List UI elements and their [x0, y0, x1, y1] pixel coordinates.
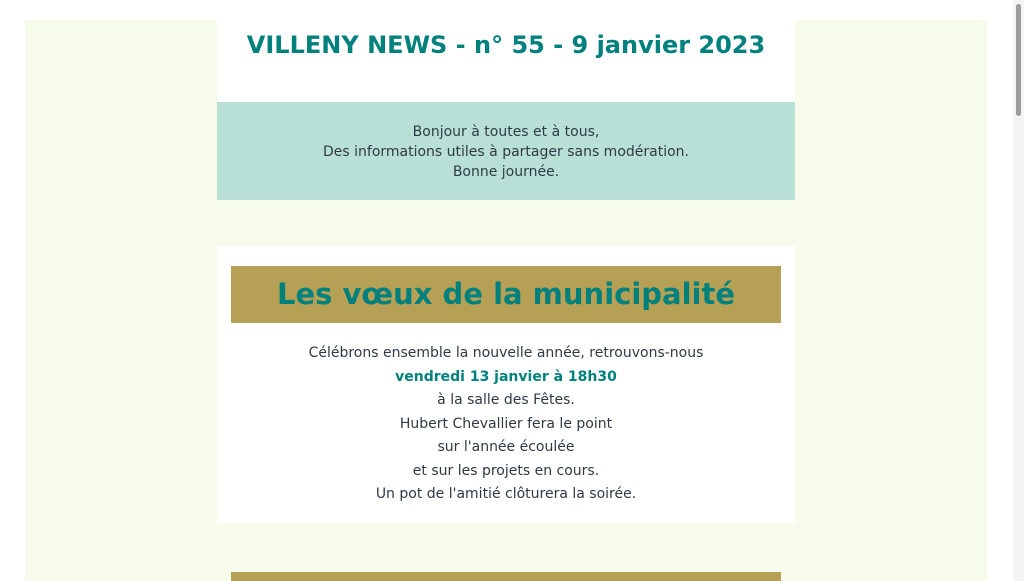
intro-box: [217, 102, 795, 200]
section-banner: [231, 266, 781, 323]
newsletter-header: [217, 20, 795, 200]
body-line: Un pot de l'amitié clôturera la soirée.: [375, 486, 637, 502]
body-line: à la salle des Fêtes.: [437, 392, 575, 408]
body-line: Hubert Chevallier fera le point: [399, 415, 613, 432]
intro-line: Des informations utiles à partager sans modération.: [322, 144, 689, 160]
section-voeux: [217, 246, 795, 523]
body-line: sur l'année écoulée: [437, 439, 575, 455]
section-body: [217, 342, 795, 507]
event-date: vendredi 13 janvier à 18h30: [395, 368, 617, 385]
body-line: Célébrons ensemble la nouvelle année, retrouvons-nous: [308, 345, 704, 361]
scrollbar-thumb[interactable]: [1016, 4, 1021, 116]
intro-text: [217, 122, 795, 182]
newsletter-title: VILLENY NEWS - n° 55 - 9 janvier 2023: [246, 31, 766, 59]
intro-line: Bonjour à toutes et à tous,: [412, 124, 600, 140]
section-title: Les vœux de la municipalité: [276, 277, 736, 311]
body-line: et sur les projets en cours.: [412, 462, 600, 479]
intro-line: Bonne journée.: [452, 164, 560, 180]
next-section-banner: [231, 572, 781, 581]
